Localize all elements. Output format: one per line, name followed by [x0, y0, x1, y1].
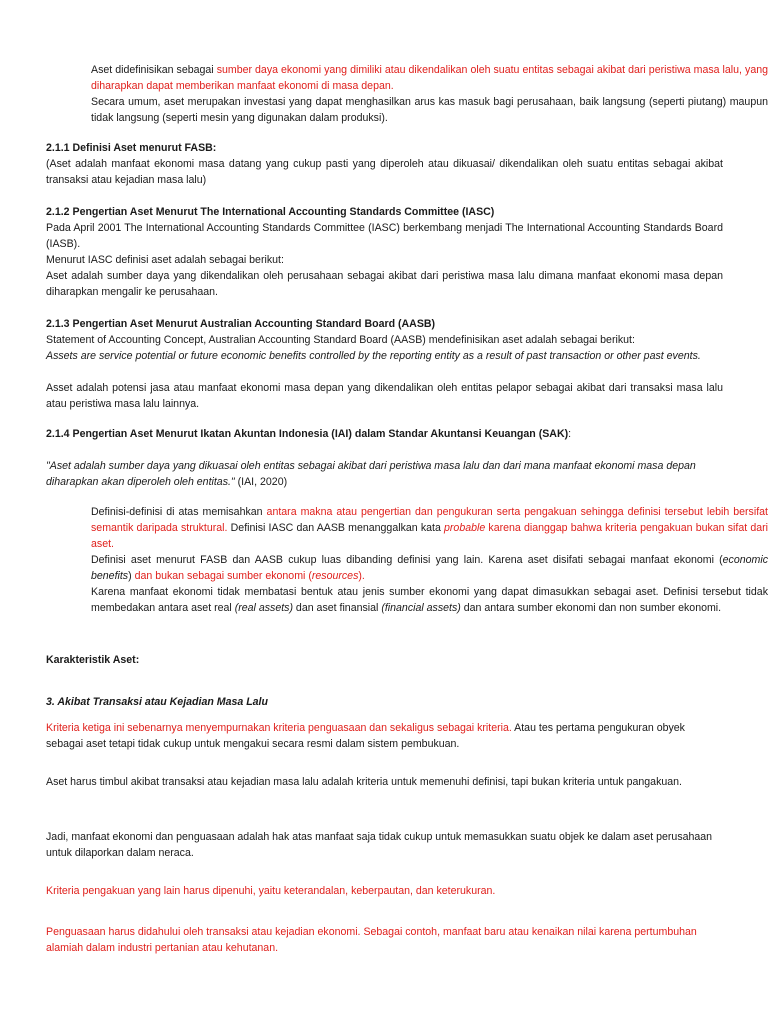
fasb-definition: (Aset adalah manfaat ekonomi masa datang yang cukup pasti yang diperoleh atau dikuasai/ dikendalikan oleh suatu entitas sebagai akibat transaksi atau kejadian masa lalu): [46, 158, 723, 186]
iai-quote-text: "Aset adalah sumber daya yang dikuasai oleh entitas sebagai akibat dari peristiwa masa lalu dan dari mana manfaat ekonomi masa depan diharapkan akan diperoleh oleh entitas.": [46, 460, 696, 488]
financial-assets-term: (financial assets): [381, 602, 461, 614]
heading-2-1-3: 2.1.3 Pengertian Aset Menurut Australian Accounting Standard Board (AASB): [46, 318, 436, 330]
heading-2-1-4-colon: :: [568, 428, 572, 440]
heading-2-1-1: 2.1.1 Definisi Aset menurut FASB:: [46, 142, 217, 154]
real-assets-term: (real assets): [234, 602, 293, 614]
comparison-tail: karena dianggap bahwa kriteria pengakuan bukan sifat dari aset.: [91, 522, 768, 550]
aasb-definition: Asset adalah potensi jasa atau manfaat ekonomi masa depan yang dikendalikan oleh entitas pelapor sebagai akibat dari transaksi masa lalu atau peristiwa masa lalu lainnya.: [46, 382, 723, 410]
economic-benefit-paragraph: [46, 584, 768, 616]
resources-term: resources: [311, 570, 359, 582]
fasb-aasb-paragraph: [46, 552, 768, 584]
iasc-history: Pada April 2001 The International Accounting Standards Committee (IASC) berkembang menjadi The International Accounting Standards Board (IASB).: [46, 222, 723, 250]
intro-lead: Aset didefinisikan sebagai: [91, 64, 217, 76]
heading-2-1-4-text: 2.1.4 Pengertian Aset Menurut Ikatan Akuntan Indonesia (IAI) dalam Standar Akuntansi Keuangan (SAK): [46, 428, 569, 440]
control-paragraph: Penguasaan harus didahului oleh transaksi atau kejadian ekonomi. Sebagai contoh, manfaat baru atau kenaikan nilai karena pertumbuhan alamiah dalam industri pertanian atau kehutanan.: [46, 926, 697, 954]
past-event-paragraph: Aset harus timbul akibat transaksi atau kejadian masa lalu adalah kriteria untuk memenuhi definisi, tapi bukan kriteria untuk pangakuan.: [46, 776, 682, 788]
fasb-aasb-close: ): [128, 570, 135, 582]
intro-highlight: sumber daya ekonomi yang dimiliki atau dikendalikan oleh suatu entitas sebagai akibat dari peristiwa masa lalu, yang diharapkan dapat memberikan manfaat ekonomi di masa depan.: [91, 64, 768, 92]
benefit-mid: dan aset finansial: [292, 602, 382, 614]
iasc-intro: Menurut IASC definisi aset adalah sebagai berikut:: [46, 254, 284, 266]
iai-quote: [46, 458, 723, 490]
fasb-aasb-lead: Definisi aset menurut FASB dan AASB cukup luas dibanding definisi yang lain. Karena aset disifati sebagai manfaat ekonomi (: [91, 554, 723, 566]
fasb-aasb-end: ).: [358, 570, 365, 582]
comparison-mid: Definisi IASC dan AASB menanggalkan kata: [227, 522, 445, 534]
iasc-definition: Aset adalah sumber daya yang dikendalikan oleh perusahaan sebagai akibat dari peristiwa masa lalu dimana manfaat ekonomi masa depan diharapkan mengalir ke perusahaan.: [46, 270, 723, 298]
aasb-english-definition: Assets are service potential or future economic benefits controlled by the reporting entity as a result of past transaction or other past events.: [46, 350, 701, 362]
recognition-criteria-paragraph: Kriteria pengakuan yang lain harus dipenuhi, yaitu keterandalan, keberpautan, dan keterukuran.: [46, 885, 496, 897]
fasb-aasb-highlight: dan bukan sebagai sumber ekonomi (: [134, 570, 312, 582]
aasb-intro: Statement of Accounting Concept, Australian Accounting Standard Board (AASB) mendefinisikan aset adalah sebagai berikut:: [46, 334, 635, 346]
balance-sheet-paragraph: Jadi, manfaat ekonomi dan penguasaan adalah hak atas manfaat saja tidak cukup untuk memasukkan suatu objek ke dalam aset perusahaan untuk dilaporkan dalam neraca.: [46, 831, 713, 859]
general-paragraph: Secara umum, aset merupakan investasi yang dapat menghasilkan arus kas masuk bagi perusahaan, baik langsung (seperti piutang) maupun tidak langsung (seperti mesin yang digunakan dalam produksi).: [91, 96, 768, 124]
third-criteria-rest: Atau tes pertama pengukuran obyek sebagai aset tetapi tidak cukup untuk mengakui secara resmi dalam sistem pembukuan.: [46, 722, 685, 750]
heading-2-1-4: [46, 426, 723, 442]
benefit-lead: Karena manfaat ekonomi tidak membatasi bentuk atau jenis sumber ekonomi yang dapat dimasukkan sebagai aset. Definisi tersebut tidak membedakan antara aset real: [91, 586, 768, 614]
third-criteria-highlight: Kriteria ketiga ini sebenarnya menyempurnakan kriteria penguasaan dan sekaligus sebagai kriteria.: [46, 722, 512, 734]
economic-benefits-term: economic benefits: [91, 554, 768, 582]
comparison-lead: Definisi-definisi di atas memisahkan: [91, 506, 267, 518]
iai-citation: (IAI, 2020): [234, 476, 288, 488]
definitions-comparison-paragraph: [46, 504, 768, 552]
benefit-tail: dan antara sumber ekonomi dan non sumber ekonomi.: [460, 602, 722, 614]
heading-2-1-2: 2.1.2 Pengertian Aset Menurut The International Accounting Standards Committee (IASC): [46, 206, 495, 218]
probable-term: probable: [444, 522, 486, 534]
intro-paragraph: [46, 62, 768, 94]
karakteristik-heading: Karakteristik Aset:: [46, 654, 140, 666]
heading-3: 3. Akibat Transaksi atau Kejadian Masa Lalu: [46, 696, 268, 708]
third-criteria-paragraph: [46, 720, 723, 752]
comparison-highlight: antara makna atau pengertian dan pengukuran serta pengakuan sehingga definisi tersebut lebih bersifat semantik daripada struktural.: [91, 506, 768, 534]
